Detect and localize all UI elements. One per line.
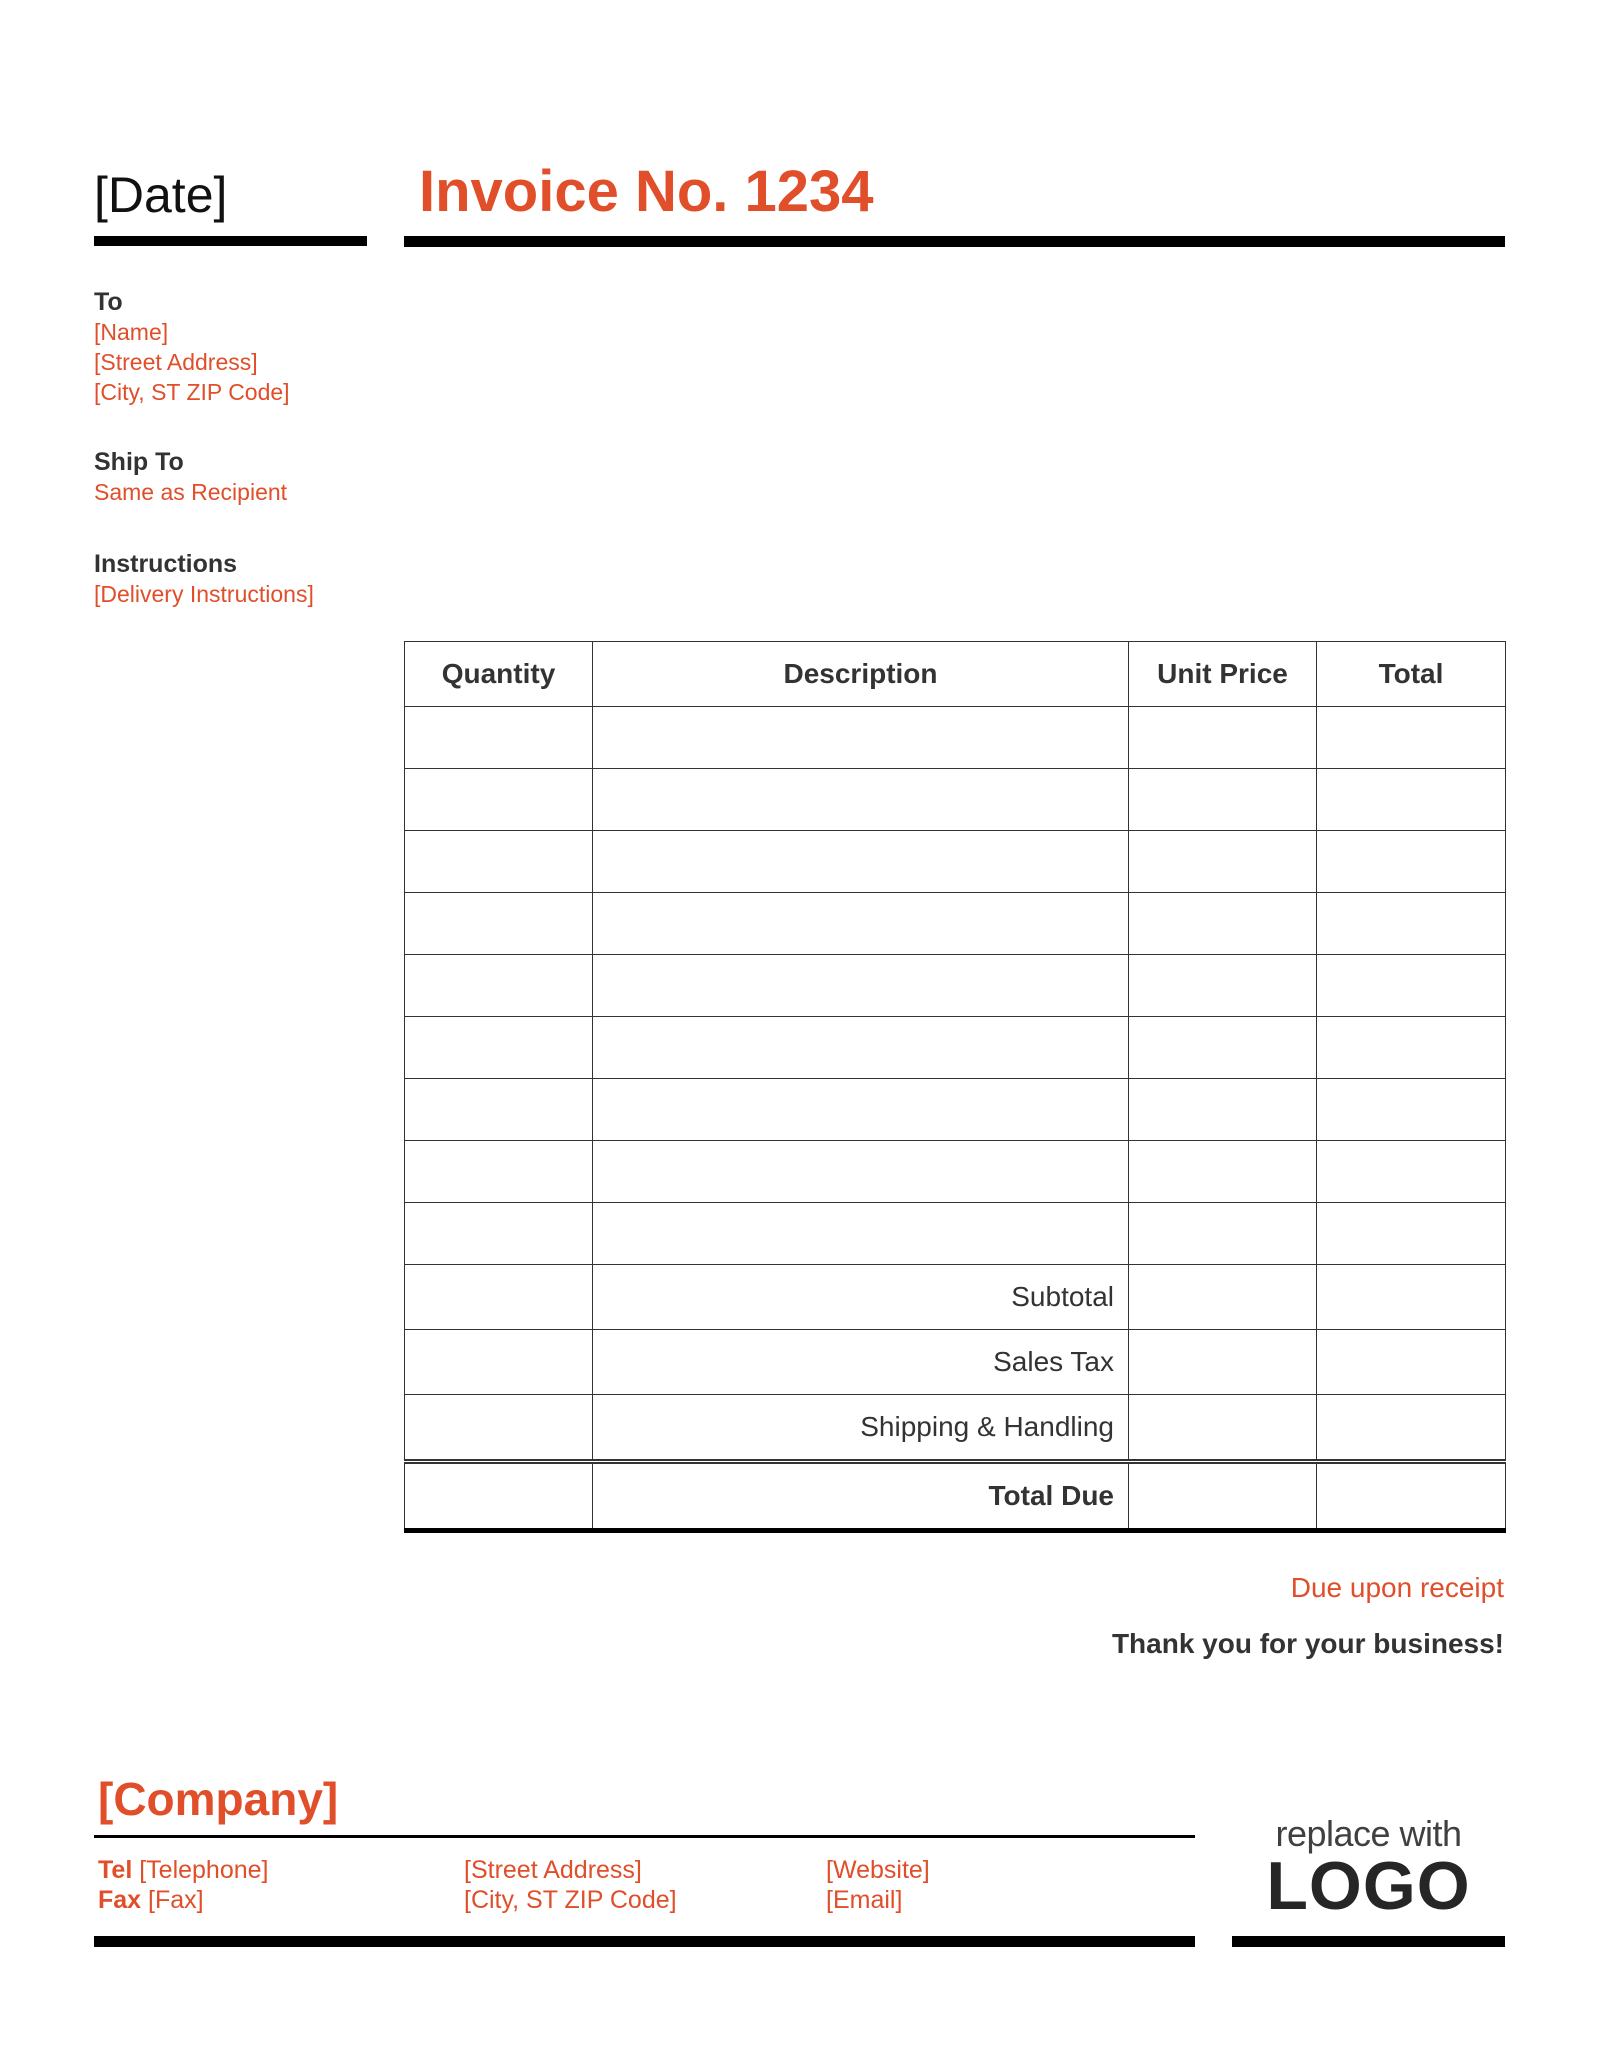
to-city: [City, ST ZIP Code] <box>94 379 290 405</box>
ship-to-value: Same as Recipient <box>94 479 288 505</box>
cell-quantity <box>405 1017 593 1079</box>
cell-quantity <box>405 955 593 1017</box>
footer-website: [Website] <box>826 1856 930 1884</box>
subtotal-value-cell <box>1317 1265 1506 1330</box>
cell-description <box>593 893 1129 955</box>
cell-total <box>1317 831 1506 893</box>
instructions-label: Instructions <box>94 550 238 578</box>
sales-tax-unit-price-cell <box>1129 1330 1317 1395</box>
cell-unit-price <box>1129 1203 1317 1265</box>
line-items-table <box>404 641 1506 1533</box>
thank-you-note: Thank you for your business! <box>1111 1628 1504 1659</box>
cell-description <box>593 1017 1129 1079</box>
table-row <box>405 1079 1506 1141</box>
logo-text: LOGO <box>1266 1848 1471 1924</box>
cell-total <box>1317 769 1506 831</box>
table-row <box>405 831 1506 893</box>
sales-tax-value-cell <box>1317 1330 1506 1395</box>
cell-total <box>1317 1141 1506 1203</box>
cell-unit-price <box>1129 893 1317 955</box>
cell-total <box>1317 893 1506 955</box>
cell-description <box>593 769 1129 831</box>
payment-terms: Due upon receipt <box>1290 1572 1504 1603</box>
footer-city: [City, ST ZIP Code] <box>464 1886 677 1914</box>
cell-total <box>1317 1203 1506 1265</box>
tel-value: [Telephone] <box>139 1856 269 1884</box>
cell-quantity <box>405 1079 593 1141</box>
cell-quantity <box>405 831 593 893</box>
total-due-value-cell <box>1317 1462 1506 1531</box>
logo-caption: replace with <box>1275 1813 1462 1854</box>
cell-unit-price <box>1129 707 1317 769</box>
cell-total <box>1317 1079 1506 1141</box>
footer-web-block <box>826 1855 930 1915</box>
company-divider <box>94 1835 1195 1838</box>
total-due-unit-price-cell <box>1129 1462 1317 1531</box>
fax-value: [Fax] <box>148 1886 204 1914</box>
table-row <box>405 955 1506 1017</box>
cell-unit-price <box>1129 1079 1317 1141</box>
cell-unit-price <box>1129 1017 1317 1079</box>
sales-tax-label: Sales Tax <box>593 1330 1129 1395</box>
ship-to-label: Ship To <box>94 448 184 476</box>
bill-to-block <box>94 288 290 407</box>
fax-label: Fax <box>98 1886 142 1914</box>
cell-unit-price <box>1129 1141 1317 1203</box>
company-name: [Company] <box>98 1773 339 1825</box>
total-due-quantity-cell <box>405 1462 593 1531</box>
cell-description <box>593 1141 1129 1203</box>
sales-tax-quantity-cell <box>405 1330 593 1395</box>
column-header-description: Description <box>593 642 1129 707</box>
invoice-title: Invoice No. 1234 <box>419 159 874 224</box>
logo-divider <box>1232 1936 1505 1947</box>
footer-divider <box>94 1936 1195 1947</box>
cell-quantity <box>405 1203 593 1265</box>
shipping-row <box>405 1395 1506 1462</box>
cell-quantity <box>405 893 593 955</box>
cell-description <box>593 1203 1129 1265</box>
shipping-value-cell <box>1317 1395 1506 1462</box>
column-header-quantity: Quantity <box>405 642 593 707</box>
total-due-row <box>405 1462 1506 1531</box>
cell-total <box>1317 707 1506 769</box>
cell-description <box>593 831 1129 893</box>
ship-to-block <box>94 448 287 507</box>
cell-total <box>1317 955 1506 1017</box>
total-due-label: Total Due <box>593 1462 1129 1531</box>
cell-quantity <box>405 769 593 831</box>
instructions-value: [Delivery Instructions] <box>94 581 314 607</box>
table-header-row <box>405 642 1506 707</box>
table-row <box>405 1017 1506 1079</box>
cell-unit-price <box>1129 831 1317 893</box>
subtotal-row <box>405 1265 1506 1330</box>
shipping-quantity-cell <box>405 1395 593 1462</box>
table-row <box>405 1203 1506 1265</box>
table-row <box>405 893 1506 955</box>
footer-street: [Street Address] <box>464 1856 642 1884</box>
cell-quantity <box>405 1141 593 1203</box>
invoice-date: [Date] <box>94 167 228 223</box>
date-divider <box>94 236 367 246</box>
table-row <box>405 769 1506 831</box>
subtotal-label: Subtotal <box>593 1265 1129 1330</box>
cell-description <box>593 1079 1129 1141</box>
footer-phone-block <box>98 1855 269 1915</box>
subtotal-unit-price-cell <box>1129 1265 1317 1330</box>
cell-unit-price <box>1129 769 1317 831</box>
sales-tax-row <box>405 1330 1506 1395</box>
cell-description <box>593 955 1129 1017</box>
footer-address-block <box>464 1855 677 1915</box>
column-header-total: Total <box>1317 642 1506 707</box>
to-label: To <box>94 288 123 316</box>
table-row <box>405 1141 1506 1203</box>
cell-unit-price <box>1129 955 1317 1017</box>
footer-email: [Email] <box>826 1886 903 1914</box>
cell-description <box>593 707 1129 769</box>
cell-total <box>1317 1017 1506 1079</box>
logo-placeholder <box>1232 1813 1505 1924</box>
shipping-label: Shipping & Handling <box>593 1395 1129 1462</box>
column-header-unit-price: Unit Price <box>1129 642 1317 707</box>
title-divider <box>404 236 1505 247</box>
instructions-block <box>94 550 314 609</box>
cell-quantity <box>405 707 593 769</box>
table-row <box>405 707 1506 769</box>
to-street: [Street Address] <box>94 349 258 375</box>
shipping-unit-price-cell <box>1129 1395 1317 1462</box>
tel-label: Tel <box>98 1856 133 1884</box>
subtotal-quantity-cell <box>405 1265 593 1330</box>
to-name: [Name] <box>94 319 169 345</box>
